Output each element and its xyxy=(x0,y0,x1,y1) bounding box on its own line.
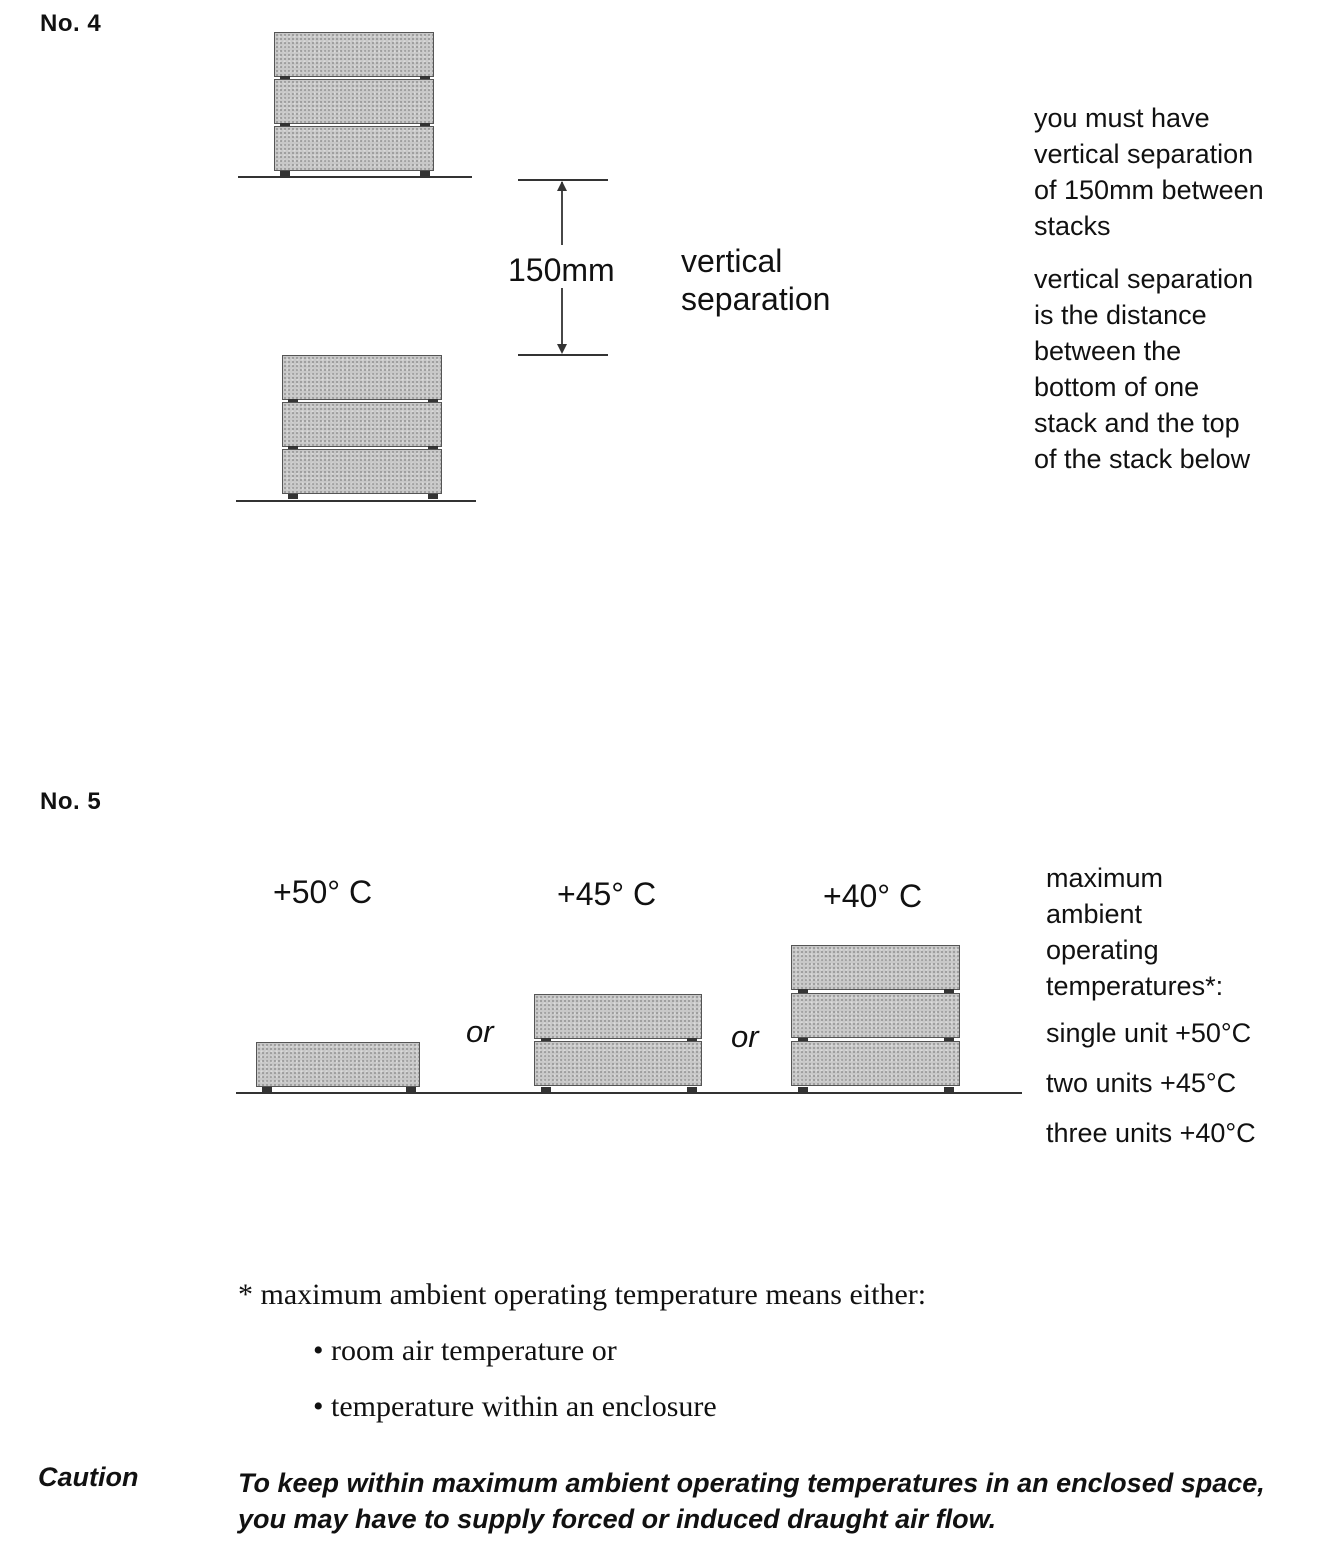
upper-shelf-line xyxy=(238,176,472,178)
three-stack-unit-3 xyxy=(791,1041,960,1086)
section-4-label: No. 4 xyxy=(40,10,102,37)
floor-line xyxy=(236,1092,1022,1094)
temp-label-two: +45° C xyxy=(557,876,657,912)
three-stack-unit-2 xyxy=(791,993,960,1038)
temperature-item-three: three units +40°C xyxy=(1046,1118,1256,1148)
caution-text: To keep within maximum ambient operating temperatures in an enclosed space, you may have to supply forced or induced draught air flow. xyxy=(238,1468,1265,1534)
upper-stack-unit-2 xyxy=(274,79,434,124)
or-label-1: or xyxy=(466,1014,494,1049)
lower-stack-unit-1 xyxy=(282,355,442,400)
temp-label-single: +50° C xyxy=(273,874,373,910)
lower-stack-unit-3 xyxy=(282,449,442,494)
temperature-item-single: single unit +50°C xyxy=(1046,1018,1252,1048)
section-5-label: No. 5 xyxy=(40,788,102,815)
temp-label-three: +40° C xyxy=(823,878,923,914)
footnote-bullet-1: • room air temperature or xyxy=(313,1334,617,1367)
single-stack-unit-1 xyxy=(256,1042,420,1087)
requirement-text: you must have vertical separation of 150mm between stacks xyxy=(1034,103,1264,241)
dimension-label: 150mm xyxy=(508,252,615,288)
three-stack-unit-1 xyxy=(791,945,960,990)
or-label-2: or xyxy=(731,1019,759,1054)
two-stack-unit-1 xyxy=(534,994,702,1039)
two-stack-unit-2 xyxy=(534,1041,702,1086)
caution-label: Caution xyxy=(38,1462,139,1492)
lower-stack-unit-2 xyxy=(282,402,442,447)
footnote-intro: * maximum ambient operating temperature means either: xyxy=(238,1278,927,1311)
upper-stack-unit-3 xyxy=(274,126,434,171)
definition-text: vertical separation is the distance between the bottom of one stack and the top of the stack below xyxy=(1034,264,1254,474)
temperature-item-two: two units +45°C xyxy=(1046,1068,1237,1098)
vertical-separation-label: vertical separation xyxy=(681,243,831,317)
lower-shelf-line xyxy=(236,500,476,502)
temperature-heading: maximum ambient operating temperatures*: xyxy=(1046,863,1224,1001)
upper-stack-unit-1 xyxy=(274,32,434,77)
footnote-bullet-2: • temperature within an enclosure xyxy=(313,1390,717,1423)
